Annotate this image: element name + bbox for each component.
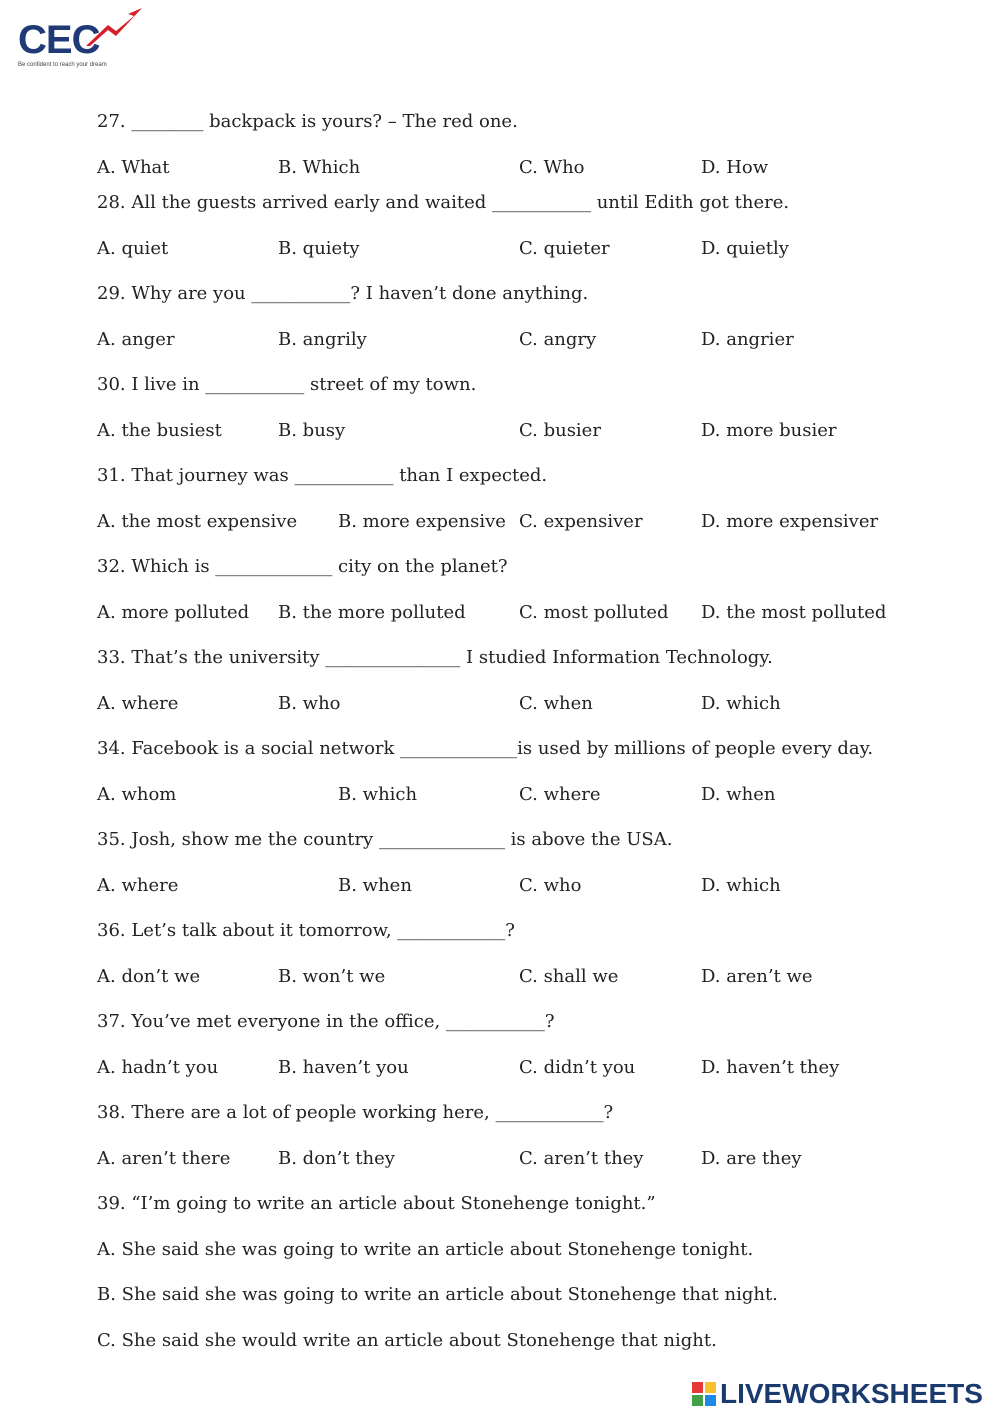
logo-tagline: Be confident to reach your dream xyxy=(18,62,107,68)
question-31-text: 31. That journey was ___________ than I expected. xyxy=(97,465,548,486)
question-35-option-a[interactable]: A. where xyxy=(97,875,179,896)
question-30-option-b[interactable]: B. busy xyxy=(278,420,346,441)
question-39-text: 39. “I’m going to write an article about Stonehenge tonight.” xyxy=(97,1193,656,1214)
question-34-text: 34. Facebook is a social network _____________is used by millions of people every day. xyxy=(97,738,874,759)
question-38-option-b[interactable]: B. don’t they xyxy=(278,1148,395,1169)
question-30-text: 30. I live in ___________ street of my town. xyxy=(97,374,477,395)
cec-logo xyxy=(16,6,136,74)
question-33-text: 33. That’s the university _______________ I studied Information Technology. xyxy=(97,647,773,668)
question-38-option-d[interactable]: D. are they xyxy=(701,1148,802,1169)
question-37-option-c[interactable]: C. didn’t you xyxy=(519,1057,636,1078)
question-39-option-b-row[interactable] xyxy=(0,1280,1000,1310)
question-33-option-d[interactable]: D. which xyxy=(701,693,781,714)
question-30-options-row xyxy=(0,416,1000,446)
question-37-option-d[interactable]: D. haven’t they xyxy=(701,1057,840,1078)
question-31-options-row xyxy=(0,507,1000,537)
question-38-text: 38. There are a lot of people working here, ____________? xyxy=(97,1102,614,1123)
question-39-option-c[interactable]: C. She said she would write an article about Stonehenge that night. xyxy=(97,1330,717,1351)
question-37-option-a[interactable]: A. hadn’t you xyxy=(97,1057,219,1078)
question-33-option-c[interactable]: C. when xyxy=(519,693,593,714)
liveworksheets-grid-icon xyxy=(692,1382,716,1406)
question-31-stem-row xyxy=(0,461,1000,491)
question-35-text: 35. Josh, show me the country ______________ is above the USA. xyxy=(97,829,673,850)
question-37-option-b[interactable]: B. haven’t you xyxy=(278,1057,409,1078)
question-39-stem-row xyxy=(0,1189,1000,1219)
question-33-option-a[interactable]: A. where xyxy=(97,693,179,714)
question-33-option-b[interactable]: B. who xyxy=(278,693,341,714)
question-30-option-c[interactable]: C. busier xyxy=(519,420,601,441)
question-39-option-b[interactable]: B. She said she was going to write an article about Stonehenge that night. xyxy=(97,1284,778,1305)
question-36-option-d[interactable]: D. aren’t we xyxy=(701,966,813,987)
question-32-option-b[interactable]: B. the more polluted xyxy=(278,602,466,623)
logo-text: CEC xyxy=(18,18,100,62)
question-31-option-a[interactable]: A. the most expensive xyxy=(97,511,298,532)
question-28-text: 28. All the guests arrived early and waited ___________ until Edith got there. xyxy=(97,192,790,213)
question-39-option-a[interactable]: A. She said she was going to write an article about Stonehenge tonight. xyxy=(97,1239,754,1260)
question-32-options-row xyxy=(0,598,1000,628)
question-36-stem-row xyxy=(0,916,1000,946)
question-28-option-c[interactable]: C. quieter xyxy=(519,238,610,259)
question-38-options-row xyxy=(0,1144,1000,1174)
question-34-option-b[interactable]: B. which xyxy=(338,784,418,805)
question-35-option-b[interactable]: B. when xyxy=(338,875,412,896)
question-36-text: 36. Let’s talk about it tomorrow, ____________? xyxy=(97,920,515,941)
question-31-option-d[interactable]: D. more expensiver xyxy=(701,511,879,532)
question-34-option-d[interactable]: D. when xyxy=(701,784,776,805)
question-38-stem-row xyxy=(0,1098,1000,1128)
liveworksheets-brand: LIVEWORKSHEETS xyxy=(720,1378,983,1409)
question-37-text: 37. You’ve met everyone in the office, ___________? xyxy=(97,1011,555,1032)
question-32-stem-row xyxy=(0,552,1000,582)
question-36-option-c[interactable]: C. shall we xyxy=(519,966,619,987)
question-29-option-d[interactable]: D. angrier xyxy=(701,329,794,350)
question-30-option-d[interactable]: D. more busier xyxy=(701,420,837,441)
question-29-option-c[interactable]: C. angry xyxy=(519,329,597,350)
liveworksheets-logo xyxy=(692,1376,992,1412)
question-28-option-b[interactable]: B. quiety xyxy=(278,238,360,259)
question-29-options-row xyxy=(0,325,1000,355)
question-29-stem-row xyxy=(0,279,1000,309)
question-34-option-a[interactable]: A. whom xyxy=(97,784,177,805)
question-34-options-row xyxy=(0,780,1000,810)
question-27-option-b[interactable]: B. Which xyxy=(278,157,361,178)
question-36-options-row xyxy=(0,962,1000,992)
question-27-stem-row xyxy=(0,107,1000,137)
question-38-option-c[interactable]: C. aren’t they xyxy=(519,1148,644,1169)
question-27-option-d[interactable]: D. How xyxy=(701,157,769,178)
question-32-text: 32. Which is _____________ city on the planet? xyxy=(97,556,508,577)
question-32-option-c[interactable]: C. most polluted xyxy=(519,602,669,623)
question-32-option-d[interactable]: D. the most polluted xyxy=(701,602,887,623)
question-35-option-d[interactable]: D. which xyxy=(701,875,781,896)
question-38-option-a[interactable]: A. aren’t there xyxy=(97,1148,231,1169)
question-28-options-row xyxy=(0,234,1000,264)
question-29-option-b[interactable]: B. angrily xyxy=(278,329,367,350)
question-35-stem-row xyxy=(0,825,1000,855)
question-33-stem-row xyxy=(0,643,1000,673)
question-29-option-a[interactable]: A. anger xyxy=(97,329,175,350)
question-34-stem-row xyxy=(0,734,1000,764)
question-29-text: 29. Why are you ___________? I haven’t done anything. xyxy=(97,283,589,304)
question-37-options-row xyxy=(0,1053,1000,1083)
question-36-option-b[interactable]: B. won’t we xyxy=(278,966,386,987)
question-27-option-a[interactable]: A. What xyxy=(97,157,170,178)
question-27-option-c[interactable]: C. Who xyxy=(519,157,585,178)
question-30-option-a[interactable]: A. the busiest xyxy=(97,420,222,441)
question-35-option-c[interactable]: C. who xyxy=(519,875,582,896)
question-37-stem-row xyxy=(0,1007,1000,1037)
question-39-option-a-row[interactable] xyxy=(0,1235,1000,1265)
question-34-option-c[interactable]: C. where xyxy=(519,784,601,805)
question-28-option-a[interactable]: A. quiet xyxy=(97,238,169,259)
question-28-stem-row xyxy=(0,188,1000,218)
question-39-option-c-row[interactable] xyxy=(0,1326,1000,1356)
question-32-option-a[interactable]: A. more polluted xyxy=(97,602,250,623)
question-27-text: 27. ________ backpack is yours? – The red one. xyxy=(97,111,518,132)
question-31-option-c[interactable]: C. expensiver xyxy=(519,511,643,532)
question-36-option-a[interactable]: A. don’t we xyxy=(97,966,201,987)
question-35-options-row xyxy=(0,871,1000,901)
question-27-options-row xyxy=(0,153,1000,183)
question-28-option-d[interactable]: D. quietly xyxy=(701,238,789,259)
question-33-options-row xyxy=(0,689,1000,719)
question-30-stem-row xyxy=(0,370,1000,400)
question-31-option-b[interactable]: B. more expensive xyxy=(338,511,506,532)
